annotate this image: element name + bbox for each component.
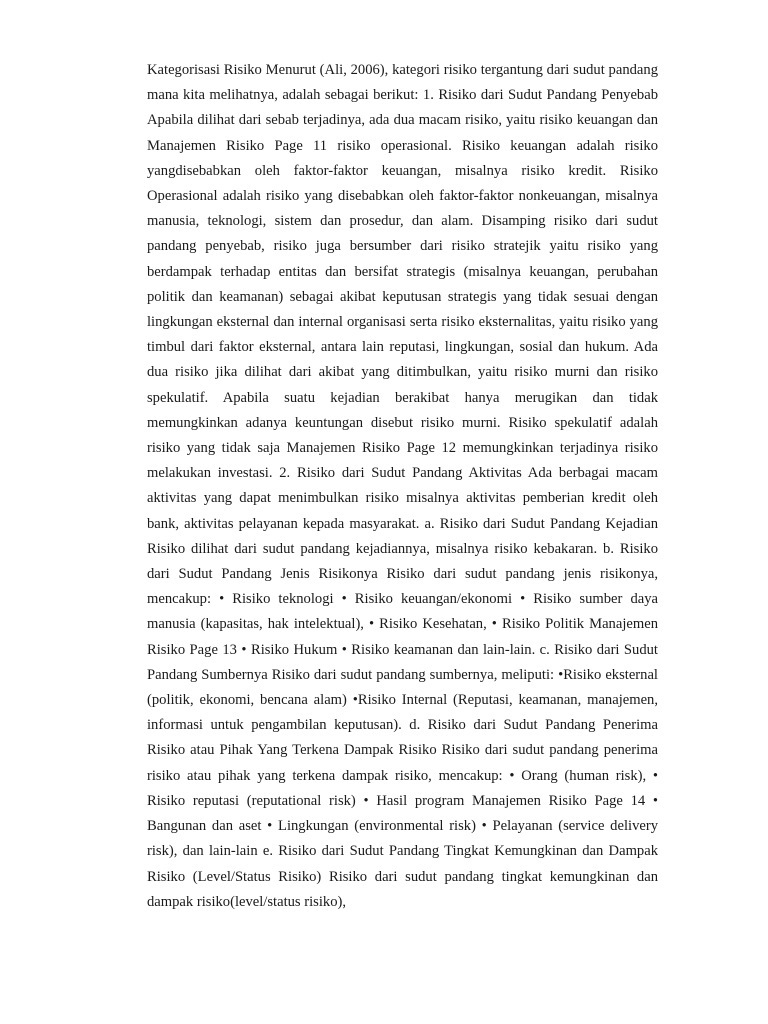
body-paragraph: Kategorisasi Risiko Menurut (Ali, 2006), kategori risiko tergantung dari sudut pandang mana kita melihatnya, adalah sebagai berikut: 1. Risiko dari Sudut Pandang Penyebab Apabila dilihat dari sebab terjadinya, ada dua macam risiko, yaitu risiko keuangan dan Manajemen Risiko Page 11 risiko operasional. Risiko keuangan adalah risiko yangdisebabkan oleh faktor-faktor keuangan, misalnya risiko kredit. Risiko Operasional adalah risiko yang disebabkan oleh faktor-faktor nonkeuangan, misalnya manusia, teknologi, sistem dan prosedur, dan alam. Disamping risiko dari sudut pandang penyebab, risiko juga bersumber dari risiko stratejik yaitu risiko yang berdampak terhadap entitas dan bersifat strategis (misalnya keuangan, perubahan politik dan keamanan) sebagai akibat keputusan strategis yang tidak sesuai dengan lingkungan eksternal dan internal organisasi serta risiko eksternalitas, yaitu risiko yang timbul dari faktor eksternal, antara lain reputasi, lingkungan, sosial dan hukum. Ada dua risiko jika dilihat dari akibat yang ditimbulkan, yaitu risiko murni dan risiko spekulatif. Apabila suatu kejadian berakibat hanya merugikan dan tidak memungkinkan adanya keuntungan disebut risiko murni. Risiko spekulatif adalah risiko yang tidak saja Manajemen Risiko Page 12 memungkinkan terjadinya risiko melakukan investasi. 2. Risiko dari Sudut Pandang Aktivitas Ada berbagai macam aktivitas yang dapat menimbulkan risiko misalnya aktivitas pemberian kredit oleh bank, aktivitas pelayanan kepada masyarakat. a. Risiko dari Sudut Pandang Kejadian Risiko dilihat dari sudut pandang kejadiannya, misalnya risiko kebakaran. b. Risiko dari Sudut Pandang Jenis Risikonya Risiko dari sudut pandang jenis risikonya, mencakup: • Risiko teknologi • Risiko keuangan/ekonomi • Risiko sumber daya manusia (kapasitas, hak intelektual), • Risiko Kesehatan, • Risiko Politik Manajemen Risiko Page 13 • Risiko Hukum • Risiko keamanan dan lain-lain. c. Risiko dari Sudut Pandang Sumbernya Risiko dari sudut pandang sumbernya, meliputi: •Risiko eksternal (politik, ekonomi, bencana alam) •Risiko Internal (Reputasi, keamanan, manajemen, informasi untuk pengambilan keputusan). d. Risiko dari Sudut Pandang Penerima Risiko atau Pihak Yang Terkena Dampak Risiko Risiko dari sudut pandang penerima risiko atau pihak yang terkena dampak risiko, mencakup: • Orang (human risk), • Risiko reputasi (reputational risk) • Hasil program Manajemen Risiko Page 14 • Bangunan dan aset • Lingkungan (environmental risk) • Pelayanan (service delivery risk), dan lain-lain e. Risiko dari Sudut Pandang Tingkat Kemungkinan dan Dampak Risiko (Level/Status Risiko) Risiko dari sudut pandang tingkat kemungkinan dan dampak risiko(level/status risiko),: [147, 62, 658, 910]
